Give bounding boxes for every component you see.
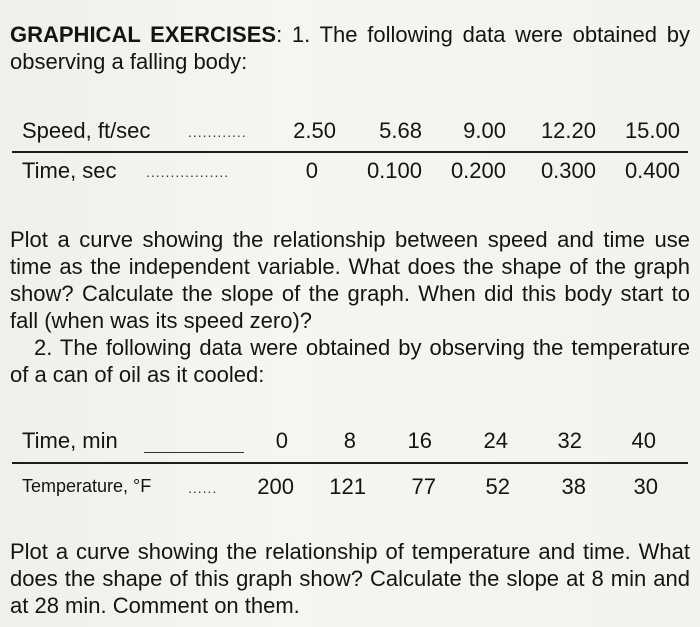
table-cell: 52: [485, 474, 510, 499]
exercise-1-text: : 1. The following data were obtained by observing a falling body:: [10, 22, 691, 74]
row-label-time-min: Time, min: [22, 428, 118, 453]
table-row-speed: [12, 114, 688, 148]
table-cell: 30: [633, 474, 658, 499]
row-label-time: Time, sec: [22, 158, 117, 183]
exercise-1-instructions: [10, 226, 690, 388]
cooling-oil-table: [12, 422, 688, 512]
leader-dots: ............: [188, 124, 247, 140]
table-cell: 0: [305, 158, 318, 183]
leader-dots: .................: [146, 164, 230, 180]
exercise-2-instructions: [10, 538, 690, 619]
paragraph-text: Plot a curve showing the relationship between speed and time use time as the independent variable. What does the shape of the graph show? Calculate the slope of the graph. When did this body start to fall (when was its speed zero)?: [10, 227, 690, 333]
table-cell: 24: [483, 428, 508, 453]
leader-dots: ......: [188, 480, 218, 496]
table-row-temperature: [12, 470, 688, 504]
table-cell: 40: [631, 428, 656, 453]
table-cell: 8: [343, 428, 356, 453]
table-cell: 2.50: [293, 118, 336, 143]
label-underline: [144, 452, 244, 453]
paragraph-text: Plot a curve showing the relationship of temperature and time. What does the shape of this graph show? Calculate the slope at 8 min and at 28 min. Comment on them.: [10, 539, 690, 618]
table-cell: 0.200: [450, 158, 506, 183]
table-cell: 16: [407, 428, 432, 453]
row-label-speed: Speed, ft/sec: [22, 118, 151, 143]
table-cell: 32: [557, 428, 582, 453]
table-cell: 5.68: [379, 118, 422, 143]
table-cell: 121: [329, 474, 366, 499]
table-rule: [12, 151, 688, 153]
table-rule: [12, 462, 688, 464]
table-cell: 9.00: [463, 118, 506, 143]
table-cell: 200: [257, 474, 294, 499]
table-cell: 0.100: [366, 158, 422, 183]
row-label-temperature: Temperature, °F: [22, 476, 152, 496]
table-row-time: [12, 154, 688, 188]
exercise-2-text: 2. The following data were obtained by observing the temperature of a can of oil as it cooled:: [10, 335, 690, 387]
section-heading: GRAPHICAL EXERCISES: [10, 22, 277, 47]
falling-body-table: [12, 112, 688, 192]
table-cell: 0.300: [540, 158, 596, 183]
table-cell: 12.20: [540, 118, 596, 143]
table-cell: 15.00: [624, 118, 680, 143]
table-cell: 0: [275, 428, 288, 453]
exercise-1-intro: [10, 21, 690, 75]
table-cell: 77: [411, 474, 436, 499]
table-row-time-min: [12, 424, 688, 458]
table-cell: 38: [561, 474, 586, 499]
table-cell: 0.400: [624, 158, 680, 183]
